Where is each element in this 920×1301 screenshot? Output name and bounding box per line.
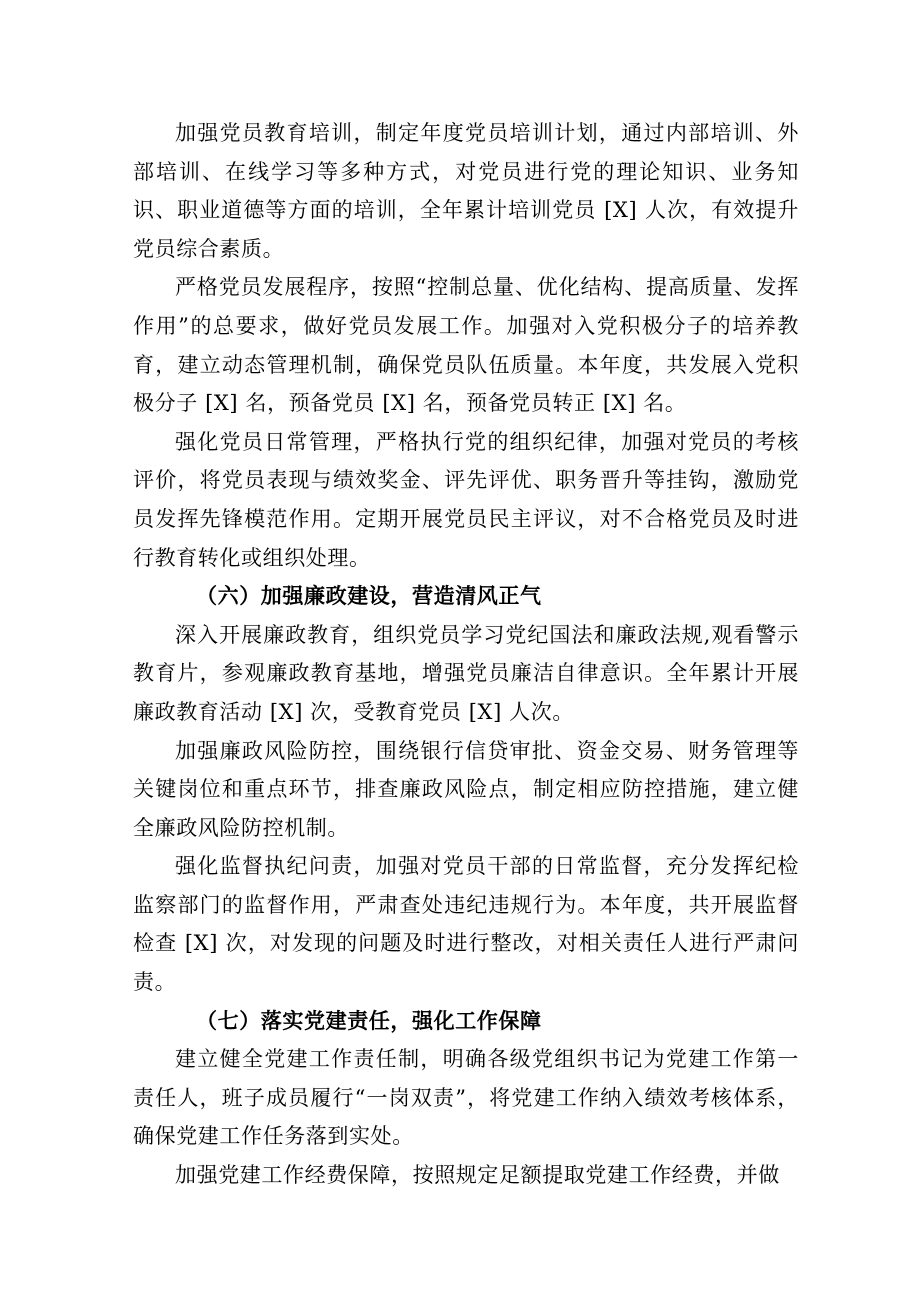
paragraph-supervision-accountability: 强化监督执纪问责，加强对党员干部的日常监督，充分发挥纪检监察部门的监督作用，严肃查处违纪违规行为。本年度，共开展监督检查 [X] 次，对发现的问题及时进行整改，对相关责任人进行严肃问责。: [133, 854, 799, 995]
section-heading-responsibility: （七）落实党建责任，强化工作保障: [196, 1007, 542, 1033]
section-heading-integrity: （六）加强廉政建设，营造清风正气: [196, 583, 542, 609]
paragraph-integrity-education: 深入开展廉政教育，组织党员学习党纪国法和廉政法规,观看警示教育片，参观廉政教育基地，增强党员廉洁自律意识。全年累计开展廉政教育活动 [X] 次，受教育党员 [X] 人次。: [133, 622, 799, 724]
paragraph-responsibility-system: 建立健全党建工作责任制，明确各级党组织书记为党建工作第一责任人，班子成员履行“一岗双责”，将党建工作纳入绩效考核体系，确保党建工作任务落到实处。: [133, 1047, 799, 1149]
paragraph-integrity-risk-control: 加强廉政风险防控，围绕银行信贷审批、资金交易、财务管理等关键岗位和重点环节，排查廉政风险点，制定相应防控措施，建立健全廉政风险防控机制。: [133, 738, 799, 840]
paragraph-party-member-development: 严格党员发展程序，按照“控制总量、优化结构、提高质量、发挥作用”的总要求，做好党员发展工作。加强对入党积极分子的培养教育，建立动态管理机制，确保党员队伍质量。本年度，共发展入党积极分子 [X] 名，预备党员 [X] 名，预备党员转正 [X] 名。: [133, 275, 799, 416]
paragraph-party-member-training: 加强党员教育培训，制定年度党员培训计划，通过内部培训、外部培训、在线学习等多种方式，对党员进行党的理论知识、业务知识、职业道德等方面的培训，全年累计培训党员 [X] 人次，有效提升党员综合素质。: [133, 121, 799, 261]
paragraph-party-member-management: 强化党员日常管理，严格执行党的组织纪律，加强对党员的考核评价，将党员表现与绩效奖金、评先评优、职务晋升等挂钩，激励党员发挥先锋模范作用。定期开展党员民主评议，对不合格党员及时进行教育转化或组织处理。: [133, 429, 799, 570]
document-body: [133, 114, 799, 1195]
paragraph-funding-guarantee: 加强党建工作经费保障，按照规定足额提取党建工作经费，并做: [175, 1163, 780, 1188]
